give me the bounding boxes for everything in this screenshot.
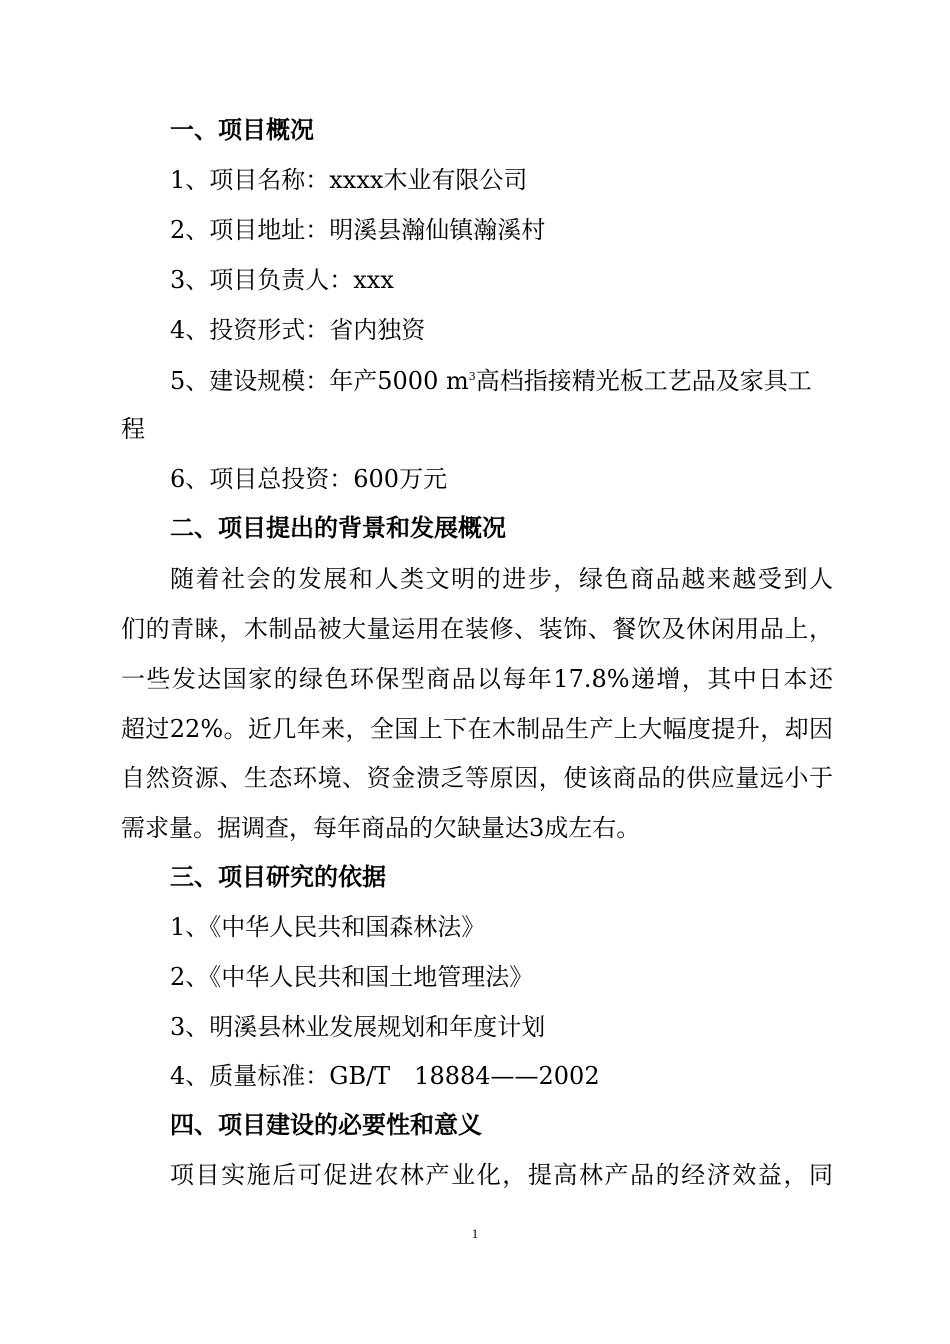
list-item-continuation: 程 bbox=[121, 415, 145, 443]
paragraph-line: 需求量。据调查，每年商品的欠缺量达3成左右。 bbox=[121, 814, 641, 842]
page-number: 1 bbox=[471, 1226, 479, 1241]
list-item: 1、《中华人民共和国森林法》 bbox=[170, 913, 486, 941]
paragraph-line: 随着社会的发展和人类文明的进步，绿色商品越来越受到人 bbox=[170, 565, 833, 593]
list-item: 4、质量标准：GB/T 18884——2002 bbox=[170, 1062, 600, 1090]
list-item: 2、项目地址：明溪县瀚仙镇瀚溪村 bbox=[170, 216, 546, 244]
paragraph-line: 自然资源、生态环境、资金溃乏等原因，使该商品的供应量远小于 bbox=[121, 764, 833, 792]
paragraph-line: 超过22%。近几年来，全国上下在木制品生产上大幅度提升，却因 bbox=[121, 715, 833, 743]
scale-superscript: 3 bbox=[468, 370, 476, 383]
list-item: 1、项目名称：xxxx木业有限公司 bbox=[170, 166, 528, 194]
scale-suffix: 高档指接精光板工艺品及家具工 bbox=[475, 367, 812, 395]
list-item: 4、投资形式：省内独资 bbox=[170, 316, 426, 344]
paragraph-line: 项目实施后可促进农林产业化，提高林产品的经济效益，同 bbox=[170, 1161, 833, 1189]
list-item: 6、项目总投资：600万元 bbox=[170, 465, 448, 493]
section-heading: 四、项目建设的必要性和意义 bbox=[170, 1111, 482, 1139]
list-item bbox=[170, 366, 882, 396]
list-item: 3、明溪县林业发展规划和年度计划 bbox=[170, 1013, 546, 1041]
scale-prefix: 5、建设规模：年产5000 m bbox=[170, 367, 469, 395]
section-heading: 三、项目研究的依据 bbox=[170, 863, 386, 891]
list-item: 2、《中华人民共和国土地管理法》 bbox=[170, 963, 534, 991]
section-heading: 一、项目概况 bbox=[170, 116, 314, 144]
section-heading: 二、项目提出的背景和发展概况 bbox=[170, 514, 506, 542]
paragraph-line: 一些发达国家的绿色环保型商品以每年17.8%递增，其中日本还 bbox=[121, 665, 833, 693]
paragraph-line: 们的青睐，木制品被大量运用在装修、装饰、餐饮及休闲用品上， bbox=[121, 615, 833, 643]
list-item: 3、项目负责人：xxx bbox=[170, 266, 394, 294]
